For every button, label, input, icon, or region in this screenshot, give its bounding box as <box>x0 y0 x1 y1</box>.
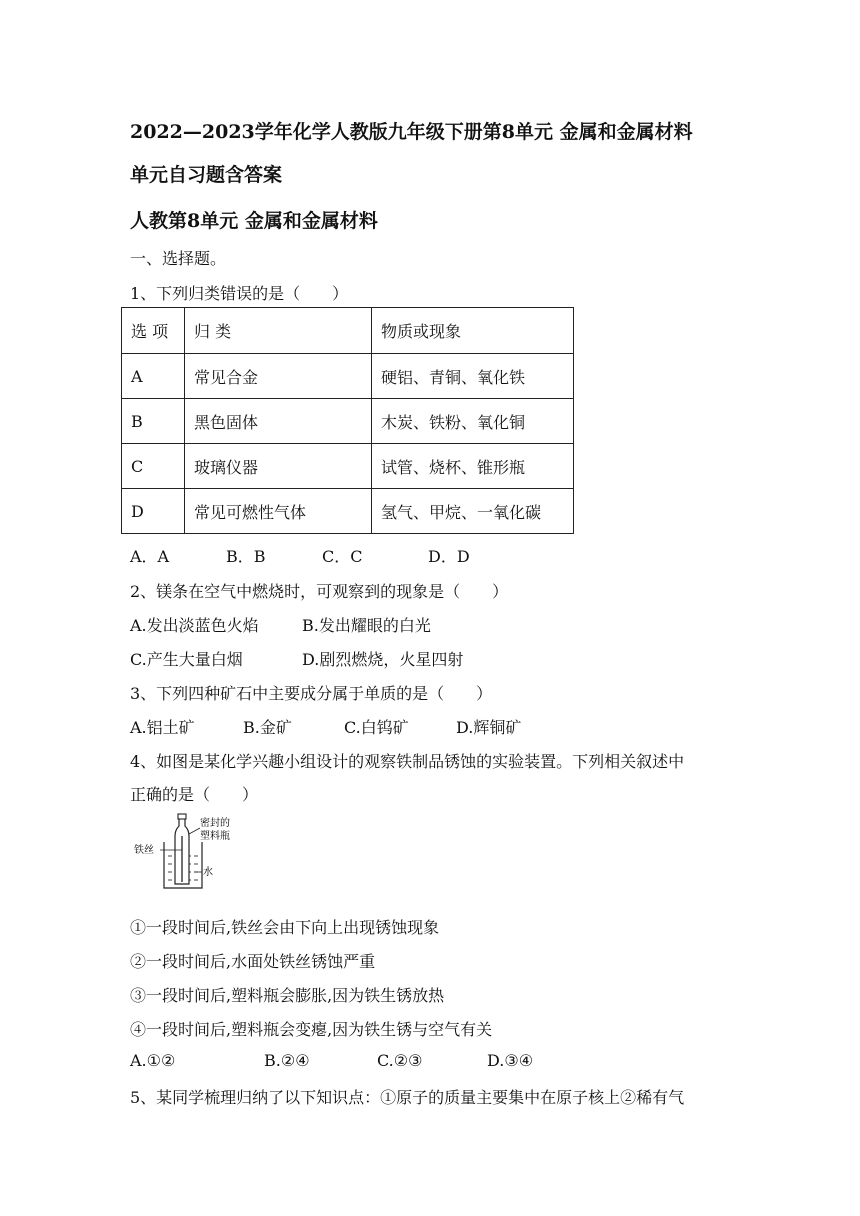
table-cell: 木炭、铁粉、氧化铜 <box>372 399 574 444</box>
option-d: D.辉铜矿 <box>456 718 522 737</box>
table-row <box>122 489 574 534</box>
option-d: D.剧烈燃烧，火星四射 <box>302 650 464 669</box>
table-cell: A <box>122 354 185 399</box>
table-cell: D <box>122 489 185 534</box>
question-2-options-row-1 <box>130 613 431 636</box>
option-d: D.③④ <box>487 1051 534 1070</box>
option-a: A.①② <box>130 1051 176 1070</box>
question-4-statement-3: ③一段时间后,塑料瓶会膨胀,因为铁生锈放热 <box>130 986 445 1005</box>
option-b: B.发出耀眼的白光 <box>302 616 431 635</box>
option-b: B.金矿 <box>243 718 292 737</box>
table-cell: B <box>122 399 185 444</box>
option-d: D．D <box>428 547 470 566</box>
table-row <box>122 399 574 444</box>
question-5-stem: 5、某同学梳理归纳了以下知识点：①原子的质量主要集中在原子核上②稀有气 <box>130 1088 685 1107</box>
table-cell: 氢气、甲烷、一氧化碳 <box>372 489 574 534</box>
table-cell: 硬铝、青铜、氧化铁 <box>372 354 574 399</box>
question-1-table <box>121 307 574 534</box>
figure-label-bottle-2: 塑料瓶 <box>200 831 230 842</box>
figure-label-water: 水 <box>203 867 213 878</box>
question-4-stem-continued: 正确的是（ ） <box>130 785 259 804</box>
table-cell: 常见可燃性气体 <box>185 489 372 534</box>
option-a: A.铝土矿 <box>130 718 195 737</box>
question-1-options <box>130 544 470 567</box>
question-4-statement-2: ②一段时间后,水面处铁丝锈蚀严重 <box>130 952 376 971</box>
option-b: B.②④ <box>264 1051 310 1070</box>
option-c: C.产生大量白烟 <box>130 650 243 669</box>
table-cell: 试管、烧杯、锥形瓶 <box>372 444 574 489</box>
option-a: A．A <box>130 547 170 566</box>
rust-experiment-figure <box>134 812 244 892</box>
document-title-continued: 单元自习题含答案 <box>130 164 283 186</box>
question-2-options-row-2 <box>130 647 463 670</box>
figure-label-bottle: 密封的 <box>200 818 230 829</box>
question-4-options <box>130 1051 533 1070</box>
question-1-stem: 1、下列归类错误的是（ ） <box>130 284 349 303</box>
bottle-leader-line <box>189 828 200 834</box>
table-row <box>122 354 574 399</box>
option-b: B．B <box>226 547 266 566</box>
question-4-statement-4: ④一段时间后,塑料瓶会变瘪,因为铁生锈与空气有关 <box>130 1020 493 1039</box>
table-cell: C <box>122 444 185 489</box>
question-4-statement-1: ①一段时间后,铁丝会由下向上出现锈蚀现象 <box>130 918 440 937</box>
table-row <box>122 444 574 489</box>
option-a: A.发出淡蓝色火焰 <box>130 616 259 635</box>
question-2-stem: 2、镁条在空气中燃烧时，可观察到的现象是（ ） <box>130 582 509 601</box>
section-heading: 一、选择题。 <box>130 249 227 268</box>
table-header-row <box>122 308 574 354</box>
figure-label-iron: 铁丝 <box>134 845 154 856</box>
table-header-cell: 归 类 <box>185 308 372 354</box>
question-3-options <box>130 715 521 738</box>
option-c: C.②③ <box>377 1051 423 1070</box>
table-cell: 常见合金 <box>185 354 372 399</box>
option-c: C．C <box>322 547 363 566</box>
question-4-stem: 4、如图是某化学兴趣小组设计的观察铁制品锈蚀的实验装置。下列相关叙述中 <box>130 752 685 771</box>
table-header-cell: 物质或现象 <box>372 308 574 354</box>
bottle-cap <box>178 814 186 819</box>
table-cell: 黑色固体 <box>185 399 372 444</box>
question-3-stem: 3、下列四种矿石中主要成分属于单质的是（ ） <box>130 684 493 703</box>
document-title: 2022—2023学年化学人教版九年级下册第8单元 金属和金属材料 <box>130 121 693 143</box>
table-header-cell: 选 项 <box>122 308 185 354</box>
option-c: C.白钨矿 <box>344 718 409 737</box>
unit-subtitle: 人教第8单元 金属和金属材料 <box>130 210 378 232</box>
table-cell: 玻璃仪器 <box>185 444 372 489</box>
